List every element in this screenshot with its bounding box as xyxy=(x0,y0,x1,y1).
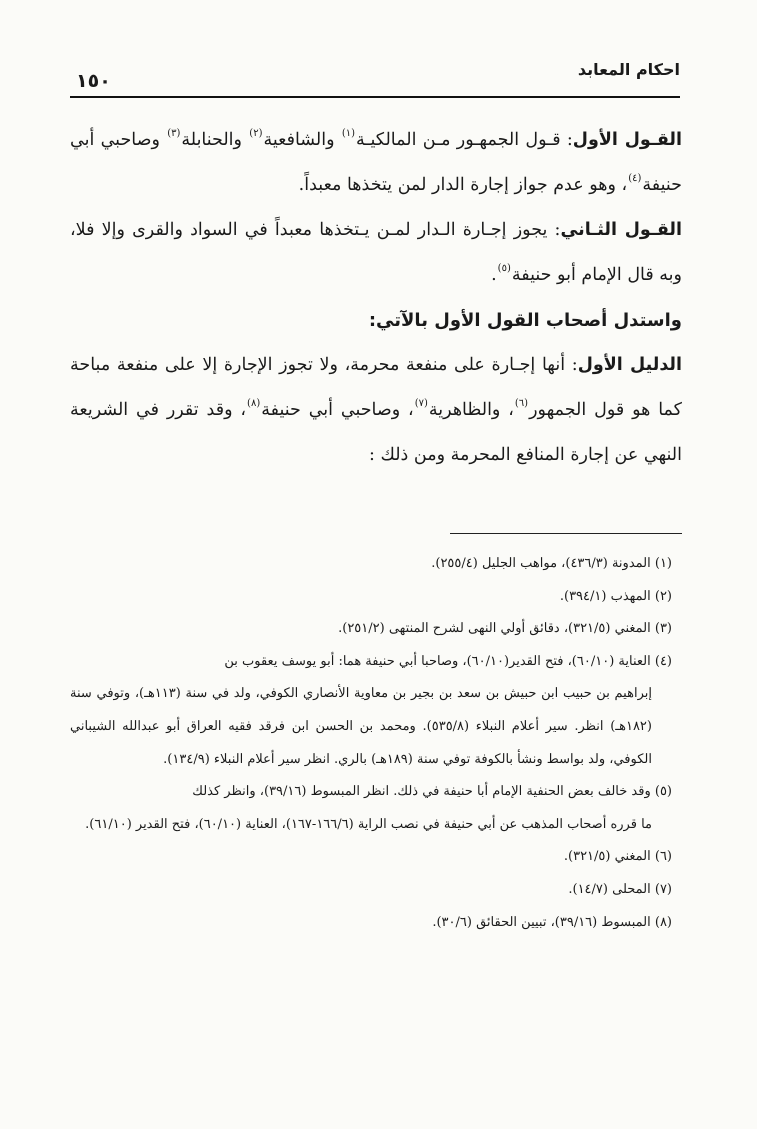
footnote-ref: (٧) xyxy=(414,398,428,409)
text: والحنابلة xyxy=(181,130,249,150)
text: والشافعية xyxy=(263,130,341,150)
page-header xyxy=(70,56,680,98)
text: وصاحبي أبي حنيفة xyxy=(70,130,682,195)
text: ، والظاهرية xyxy=(428,400,514,420)
footnotes xyxy=(70,548,684,939)
running-title: احكام المعابد xyxy=(577,60,680,79)
footnote-divider xyxy=(450,533,682,534)
paragraph-second-opinion xyxy=(70,208,682,298)
footnote-4-continuation: إبراهيم بن حبيب ابن حبيش بن سعد بن بجير بن معاوية الأنصاري الكوفي، ولد في سنة (١١٣هـ)، وتوفي سنة (١٨٢هـ) انظر. سير أعلام النبلاء (٥٣٥/٨). ومحمد بن الحسن ابن فرقد فقيه العراق أبو عبدالله الشيباني الكوفي، ولد بواسط ونشأ بالكوفة توفي سنة (١٨٩هـ) بالري. انظر سير أعلام النبلاء (١٣٤/٩). xyxy=(70,686,652,767)
text: : قـول الجمهـور مـن المالكيـة xyxy=(356,130,573,150)
first-evidence-label: الدليل الأول xyxy=(577,355,682,375)
text: : يجوز إجـارة الـدار لمـن يـتخذها معبداً في السواد والقرى وإلا فلا، وبه قال الإمام أبو حنيفة xyxy=(70,220,682,285)
section-heading: واستدل أصحاب القول الأول بالآتي: xyxy=(368,310,682,331)
footnote-7: (٧) المحلى (١٤/٧). xyxy=(568,881,672,897)
paragraph-first-evidence xyxy=(70,343,682,478)
second-opinion-label: القـول الثـاني xyxy=(560,220,682,240)
footnote-ref: (٥) xyxy=(497,263,511,274)
footnote-ref: (٨) xyxy=(247,398,261,409)
first-opinion-label: القـول الأول xyxy=(572,130,682,150)
page-number: ١٥٠ xyxy=(76,70,111,92)
footnote-3: (٣) المغني (٣٢١/٥)، دقائق أولي النهى لشرح المنتهى (٢٥١/٢). xyxy=(338,621,672,637)
footnote-5: (٥) وقد خالف بعض الحنفية الإمام أبا حنيفة في ذلك. انظر المبسوط (٣٩/١٦)، وانظر كذلك xyxy=(192,784,672,800)
text: ، وقد تقرر في الشريعة النهي عن إجارة المنافع المحرمة ومن ذلك : xyxy=(70,400,682,465)
text: ، وصاحبي أبي حنيفة xyxy=(261,400,414,420)
footnote-5-continuation: ما قرره أصحاب المذهب عن أبي حنيفة في نصب الراية (١٦٦/٦-١٦٧)، العناية (٦٠/١٠)، فتح القدير (٦١/١٠). xyxy=(85,816,652,832)
text: : أنها إجـارة على منفعة محرمة، ولا تجوز الإجارة إلا على منفعة مباحة كما هو قول الجمهور xyxy=(70,355,682,420)
footnote-ref: (٤) xyxy=(628,173,642,184)
footnote-8: (٨) المبسوط (٣٩/١٦)، تبيين الحقائق (٣٠/٦). xyxy=(432,914,672,930)
footnote-ref: (٢) xyxy=(249,128,263,139)
footnote-4: (٤) العناية (٦٠/١٠)، فتح القدير(٦٠/١٠)، وصاحبا أبي حنيفة هما: أبو يوسف يعقوب بن xyxy=(224,653,672,669)
footnote-ref: (٣) xyxy=(167,128,181,139)
footnote-6: (٦) المغني (٣٢١/٥). xyxy=(563,849,672,865)
footnote-1: (١) المدونة (٤٣٦/٣)، مواهب الجليل (٢٥٥/٤). xyxy=(431,556,672,571)
text: . xyxy=(491,265,497,285)
footnote-2: (٢) المهذب (٣٩٤/١). xyxy=(559,588,672,604)
footnote-ref: (٦) xyxy=(514,398,529,409)
text: ، وهو عدم جواز إجارة الدار لمن يتخذها معبداً. xyxy=(298,175,628,195)
main-text xyxy=(70,118,682,478)
footnote-ref: (١) xyxy=(341,128,355,139)
paragraph-first-opinion xyxy=(70,118,682,208)
